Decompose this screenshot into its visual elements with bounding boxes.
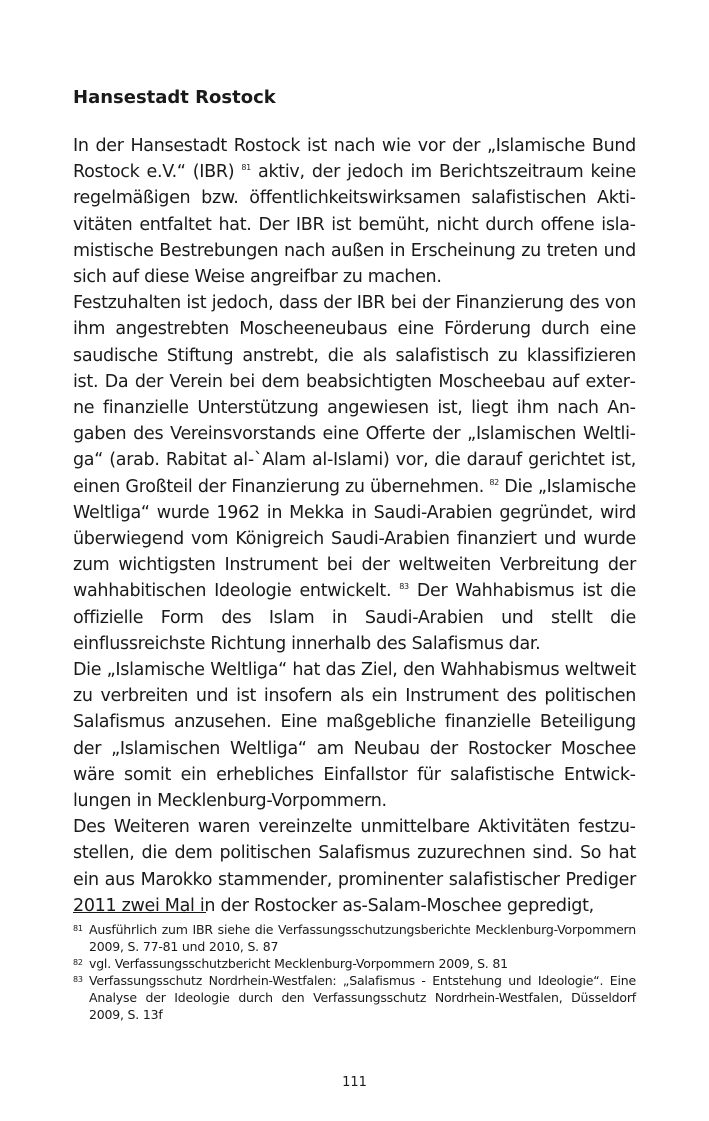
section-heading: Hansestadt Rostock [73, 87, 276, 108]
paragraph-text: Festzuhalten ist jedoch, dass der IBR bei der Finanzierung des von ihm angestrebten Moscheeneubaus eine Förderung durch eine saudische Stiftung anstrebt, die als salafistisch zu klassifizieren ist. Da der Verein bei dem beabsichtigten Moscheebau auf externe finanzielle Unterstützung angewiesen ist, liegt ihm nach Angaben des Vereinsvorstands eine Offerte der „Islamischen Weltliga“ (arab. Rabitat al-`Alam al-Islami) vor, die darauf gerichtet ist, einen Großteil der Finanzierung zu übernehmen. [73, 293, 636, 497]
footnote-number: 82 [73, 958, 83, 967]
paragraph-text: In der Hansestadt Rostock ist nach wie vor der „Islamische Bund Rostock e.V.“ (IBR) [73, 136, 636, 183]
body-paragraph [73, 814, 636, 919]
footnotes [73, 921, 636, 1023]
paragraph-text: Die „Islamische Weltliga“ hat das Ziel, den Wahhabismus weltweit zu verbreiten und ist insofern als ein Instrument des politischen Salafismus anzusehen. Eine maßgebliche finanzielle Beteiligung der „Islamischen Weltliga“ am Neubau der Rostocker Moschee wäre somit ein erhebliches Einfallstor für salafistische Entwicklungen in Mecklenburg-Vorpommern. [73, 660, 636, 812]
body-paragraph [73, 290, 636, 657]
paragraph-text: aktiv, der jedoch im Berichtszeitraum keine regelmäßigen bzw. öffentlichkeitswirksamen salafistischen Aktivitäten entfaltet hat. Der IBR ist bemüht, nicht durch offene islamistische Bestrebungen nach außen in Erscheinung zu treten und sich auf diese Weise angreifbar zu machen. [73, 162, 636, 288]
footnote-number: 83 [73, 975, 83, 984]
paragraph-text: Die „Islamische Weltliga“ wurde 1962 in Mekka in Saudi-Arabien gegründet, wird überwiegend vom Königreich Saudi-Arabien finanziert und wurde zum wichtigsten Instrument bei der weltweiten Verbreitung der wahhabitischen Ideologie entwickelt. [73, 476, 636, 602]
page-number: 111 [342, 1075, 367, 1090]
footnote [73, 955, 636, 972]
body-paragraph [73, 657, 636, 814]
footnote-separator [73, 912, 206, 913]
footnote-text: Ausführlich zum IBR siehe die Verfassungsschutzungsberichte Mecklenburg-Vorpommern 2009, S. 77-81 und 2010, S. 87 [89, 922, 636, 954]
footnote [73, 972, 636, 1023]
footnote-marker: 82 [489, 477, 499, 487]
footnote-marker: 83 [399, 582, 409, 592]
footnote [73, 921, 636, 955]
footnote-marker: 81 [241, 163, 251, 173]
paragraph-text: Der Wahhabismus ist die offizielle Form des Islam in Saudi-Arabien und stellt die einflussreichste Richtung innerhalb des Salafismus dar. [73, 581, 636, 654]
footnote-text: vgl. Verfassungsschutzbericht Mecklenburg-Vorpommern 2009, S. 81 [89, 956, 508, 971]
footnote-text: Verfassungsschutz Nordrhein-Westfalen: „Salafismus - Entstehung und Ideologie“. Eine Analyse der Ideologie durch den Verfassungsschutz Nordrhein-Westfalen, Düsseldorf 2009, S. 13f [89, 973, 636, 1022]
body-text [73, 133, 636, 919]
paragraph-text: Des Weiteren waren vereinzelte unmittelbare Aktivitäten festzustellen, die dem politischen Salafismus zuzurechnen sind. So hat ein aus Marokko stammender, prominenter salafistischer Prediger 2011 zwei Mal in der Rostocker as-Salam-Moschee gepredigt, [73, 817, 636, 916]
footnote-number: 81 [73, 924, 83, 933]
body-paragraph [73, 133, 636, 290]
